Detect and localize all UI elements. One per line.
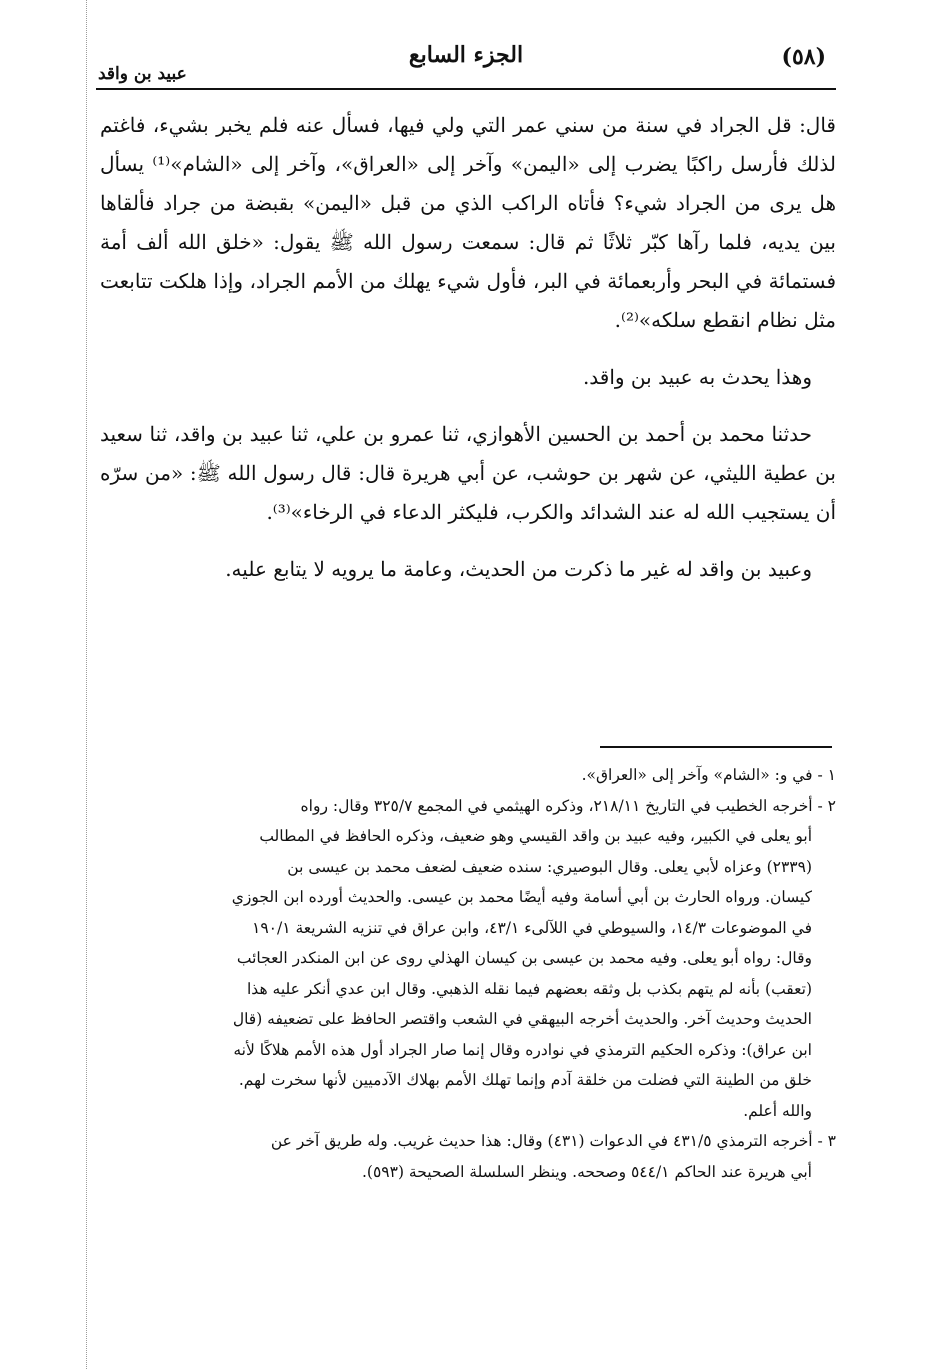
paragraph-3: حدثنا محمد بن أحمد بن الحسين الأهوازي، ثنا عمرو بن علي، ثنا عبيد بن واقد، ثنا سعيد بن عطية الليثي، عن شهر بن حوشب، عن أبي هريرة قال: قال رسول الله ﷺ: «من سرّه أن يستجيب الله له عند الشدائد والكرب، فليكثر الدعاء في الرخاء»⁽³⁾. (100, 422, 836, 524)
paragraph-2: وهذا يحدث به عبيد بن واقد. (582, 365, 812, 389)
header-rule (96, 88, 836, 90)
footnote-2-line: في الموضوعات ١٤/٣، والسيوطي في اللآلىء ٤٣/١، وابن عراق في تنزيه الشريعة ١٩٠/١ (252, 918, 812, 937)
page-header (96, 40, 836, 86)
running-head-narrator: عبيد بن واقد (98, 64, 187, 84)
footnote-2-line: خلق من الطينة التي فضلت من خلقة آدم وإنما تهلك الأمم بهلاك الآدميين لأنها سخرت لهم. (238, 1071, 812, 1089)
footnote-2-line: والله أعلم. (743, 1101, 812, 1120)
footnote-2-line: ابن عراق): وذكره الحكيم الترمذي في نوادره وقال إنما صار الجراد أول هذه الأمم هلاكًا لأنه (233, 1040, 812, 1059)
footnote-2-line: ٢ - أخرجه الخطيب في التاريخ ٢١٨/١١، وذكره الهيثمي في المجمع ٣٢٥/٧ وقال: رواه (300, 796, 836, 815)
part-title: الجزء السابع (408, 42, 524, 68)
paragraph-4: وعبيد بن واقد له غير ما ذكرت من الحديث، وعامة ما يرويه لا يتابع عليه. (225, 557, 812, 581)
paragraph-1: قال: قل الجراد في سنة من سني عمر التي ولي فيها، فسأل عنه فلم يخبر بشيء، فاغتم لذلك فأرسل راكبًا يضرب إلى «اليمن» وآخر إلى «العراق»، وآخر إلى «الشام»⁽¹⁾ يسأل هل يرى من الجراد شيء؟ فأتاه الراكب الذي من قبل «اليمن» بقبضة من جراد فألقاها بين يديه، فلما رآها كبّر ثلاثًا ثم قال: سمعت رسول الله ﷺ يقول: «خلق الله ألف أمة فستمائة في البحر وأربعمائة في البر، فأول شيء يهلك من الأمم الجراد، وإذا هلكت تتابعت مثل نظام انقطع سلكه»⁽²⁾. (100, 113, 836, 332)
footnote-2-line: (تعقب) بأنه لم يتهم بكذب بل وثقه بعضهم فيما نقله الذهبي. وقال ابن عدي أنكر عليه هذا (247, 979, 812, 998)
footnote-2-line: وقال: رواه أبو يعلى. وفيه محمد بن عيسى بن كيسان الهذلي روى عن ابن المنكدر العجائب (236, 949, 812, 967)
footnotes (100, 760, 836, 1187)
footnote-3-line: أبي هريرة عند الحاكم ٥٤٤/١ وصححه. وينظر السلسلة الصحيحة (٥٩٣). (361, 1162, 812, 1181)
footnote-1: ١ - في و: «الشام» وآخر إلى «العراق». (581, 766, 836, 784)
footnote-2-line: الحديث وحديث آخر. والحديث أخرجه البيهقي في الشعب واقتصر الحافظ على تضعيفه (قال (232, 1010, 812, 1028)
footnote-separator (600, 746, 832, 748)
page-number: (٥٨) (781, 44, 826, 70)
main-text (100, 106, 836, 589)
scan-margin-line (86, 0, 87, 1369)
footnote-3-line: ٣ - أخرجه الترمذي ٤٣١/٥ في الدعوات (٤٣١) وقال: هذا حديث غريب. وله طريق آخر عن (270, 1132, 836, 1150)
footnote-2-line: (٢٣٣٩) وعزاه لأبي يعلى. وقال البوصيري: سنده ضعيف لضعف محمد بن عيسى بن (287, 857, 812, 876)
footnote-2-line: أبو يعلى في الكبير، وفيه عبيد بن واقد القيسي وهو ضعيف، وذكره الحافظ في المطالب (259, 827, 812, 845)
footnote-2-line: كيسان. ورواه الحارث بن أبي أسامة وفيه أيضًا محمد بن عيسى. والحديث أورده ابن الجوزي (231, 888, 812, 906)
